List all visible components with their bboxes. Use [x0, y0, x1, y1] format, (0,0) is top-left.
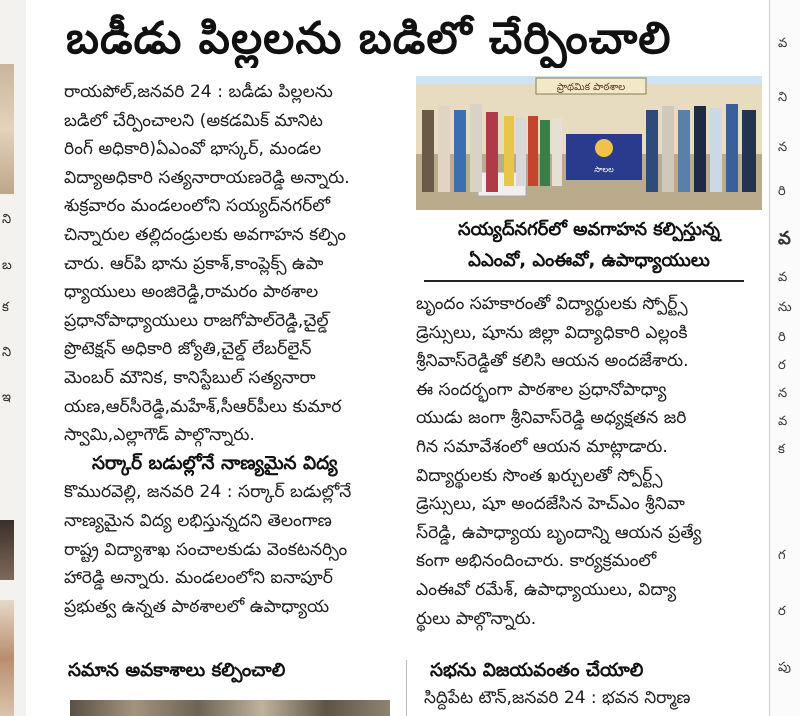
- article-line: విద్యార్థులకు సొంత ఖర్చులతో స్పోర్ట్స్: [416, 465, 663, 486]
- article-line: హారెడ్డి అన్నారు. మండలంలోని ఐనాపూర్: [64, 568, 333, 589]
- article-line: కొమురవెల్లి, జనవరి 24 : సర్కార్ బడుల్లోనే: [64, 482, 352, 503]
- article-line: యుడు జంగా శ్రీనివాస్‌రెడ్డి అధ్యక్షతన జరి: [416, 408, 687, 429]
- article-line: డ్రెస్సులు, షూను జిల్లా విద్యాధికారి ఎల్లంకి: [416, 322, 688, 343]
- right-fragment-char: ర: [778, 604, 786, 619]
- article-line: ధ్యాయులు అంజిరెడ్డి,రామరం పాఠశాల: [64, 282, 319, 303]
- right-fragment-char: పు: [778, 660, 791, 675]
- left-fragment-photo: [0, 520, 14, 580]
- article-line: బృందం సహకారంతో విద్యార్థులకు స్పోర్ట్స్: [416, 294, 688, 314]
- right-fragment-char: గ: [778, 548, 786, 563]
- right-fragment-char: వ: [778, 36, 788, 51]
- right-fragment-char: వ: [778, 270, 788, 285]
- article-line: శుక్రవారం మండలంలోని సయ్యద్‌నగర్‌లో: [64, 196, 331, 217]
- article-line: చారు. ఆర్‌పి భాను ప్రకాశ్,కాంప్లెక్స్ ఉపా: [64, 253, 324, 274]
- right-fragment-char: న: [778, 140, 788, 155]
- article-line: శ్రీనివాస్‌రెడ్డితో కలిసి ఆయన అందజేశారు.: [416, 351, 689, 372]
- article-line: రాయపోల్,జనవరి 24 : బడీడు పిల్లలను: [64, 82, 333, 102]
- news-photo: [416, 76, 762, 210]
- article-line: ఈ సందర్భంగా పాఠశాల ప్రధానోపాధ్యా: [416, 379, 667, 400]
- banner-text: సాలల: [594, 165, 614, 174]
- article-line: గిన సమావేశంలో ఆయన మాట్లాడారు.: [416, 436, 668, 457]
- news-photo-illustration: [416, 76, 762, 210]
- caption-line: సయ్యద్‌నగర్‌లో అవగాహన కల్పిస్తున్న: [457, 219, 721, 240]
- right-fragment-char: వ: [778, 228, 791, 249]
- article-left-column: [64, 78, 416, 621]
- article-line: చిన్నారుల తల్లిదండ్రులకు అవగాహన కల్పిం: [64, 224, 347, 245]
- article-line: ప్రభుత్వ ఉన్నత పాఠశాలలో ఉపాధ్యాయ: [64, 596, 330, 617]
- caption-line: ఏఎంవో, ఎంఈవో, ఉపాధ్యాయులు: [468, 250, 710, 271]
- left-fragment-char: ఇ: [2, 390, 11, 405]
- right-fragment-char: ను: [778, 300, 792, 315]
- left-fragment-char: క: [2, 300, 9, 315]
- article-line: ప్రధానోపాధ్యాయులు రాజగోపాల్‌రెడ్డి,చైల్డ్: [64, 310, 329, 331]
- bottom-right-heading: సభను విజయవంతం చేయాలి: [430, 660, 644, 681]
- bottom-left-heading: సమాన అవకాశాలు కల్పించాలి: [68, 660, 286, 681]
- left-fragment-char: బ: [2, 258, 12, 273]
- article-line: విద్యాఅధికారి సత్యనారాయణరెడ్డి అన్నారు.: [64, 167, 350, 188]
- article-line: బడిలో చేర్పించాలని (అకడమిక్ మానిట: [64, 110, 323, 131]
- article-line: కంగా అభినందించారు. కార్యక్రమంలో: [416, 551, 657, 572]
- caption-divider: [424, 280, 744, 282]
- left-fragment-char: ని: [2, 345, 12, 360]
- school-sign-text: ప్రాథమిక పాఠశాల: [556, 82, 626, 93]
- article-line: ఎంఈవో రమేశ్, ఉపాధ్యాయులు, విద్యా: [416, 579, 677, 600]
- article2-heading: సర్కార్ బడుల్లోనే నాణ్యమైన విద్య: [92, 452, 338, 474]
- right-fragment-char: ర: [778, 358, 786, 373]
- article-line: స్‌రెడ్డి, ఉపాధ్యాయ బృందాన్ని ఆయన ప్రత్యే: [416, 522, 702, 543]
- left-fragment-char: ని: [2, 212, 12, 227]
- article-right-column: [416, 290, 752, 633]
- article-line: రింగ్ అధికారి)ఏఎంవో భాస్కర్, మండల: [64, 139, 322, 160]
- left-fragment-photo: [0, 600, 14, 716]
- photo-caption: [416, 214, 762, 276]
- right-fragment-char: ని: [778, 90, 788, 105]
- article-line: ప్రొటెక్షన్ అధికారి జ్యోతి,చైల్డ్ లేబర్‌లైన్: [64, 339, 312, 360]
- article-line: డ్రెస్సులు, షూ అందజేసిన హెచ్‌ఎం శ్రీనివా: [416, 494, 685, 515]
- article-line: నాణ్యమైన విద్య లభిస్తున్నదని తెలంగాణ: [64, 510, 332, 531]
- right-fragment-char: రి: [778, 184, 786, 199]
- right-fragment-char: క: [778, 442, 785, 457]
- left-fragment-photo: [0, 64, 14, 194]
- bottom-right-line: సిద్దిపేట టౌన్,జనవరి 24 : భవన నిర్మాణ: [424, 688, 691, 708]
- article-line: యణ,ఆర్‌సీరెడ్డి,మహేశ్,సీఆర్‌పీలు కుమార: [64, 396, 342, 417]
- headline: బడీడు పిల్లలను బడిలో చేర్పించాలి: [66, 13, 672, 64]
- article-line: ర్థులు పాల్గొన్నారు.: [416, 608, 537, 629]
- right-fragment-char: వ: [778, 414, 788, 429]
- right-fragment-char: న: [778, 386, 788, 401]
- article-line: రాష్ట్ర విద్యాశాఖ సంచాలకుడు వెంకటనర్సిం: [64, 539, 348, 560]
- left-column-fragment: [0, 0, 26, 716]
- right-column-fragment: [769, 0, 800, 716]
- newspaper-page: [26, 0, 770, 716]
- column-divider: [406, 660, 407, 716]
- right-fragment-char: రి: [778, 330, 786, 345]
- bottom-left-photo: [70, 700, 390, 716]
- article-line: స్వామి,ఎల్లాగౌడ్ పాల్గొన్నారు.: [64, 425, 255, 446]
- article-line: మెంబర్ మౌనిక, కానిస్టేబుల్ సత్యనారా: [64, 367, 316, 388]
